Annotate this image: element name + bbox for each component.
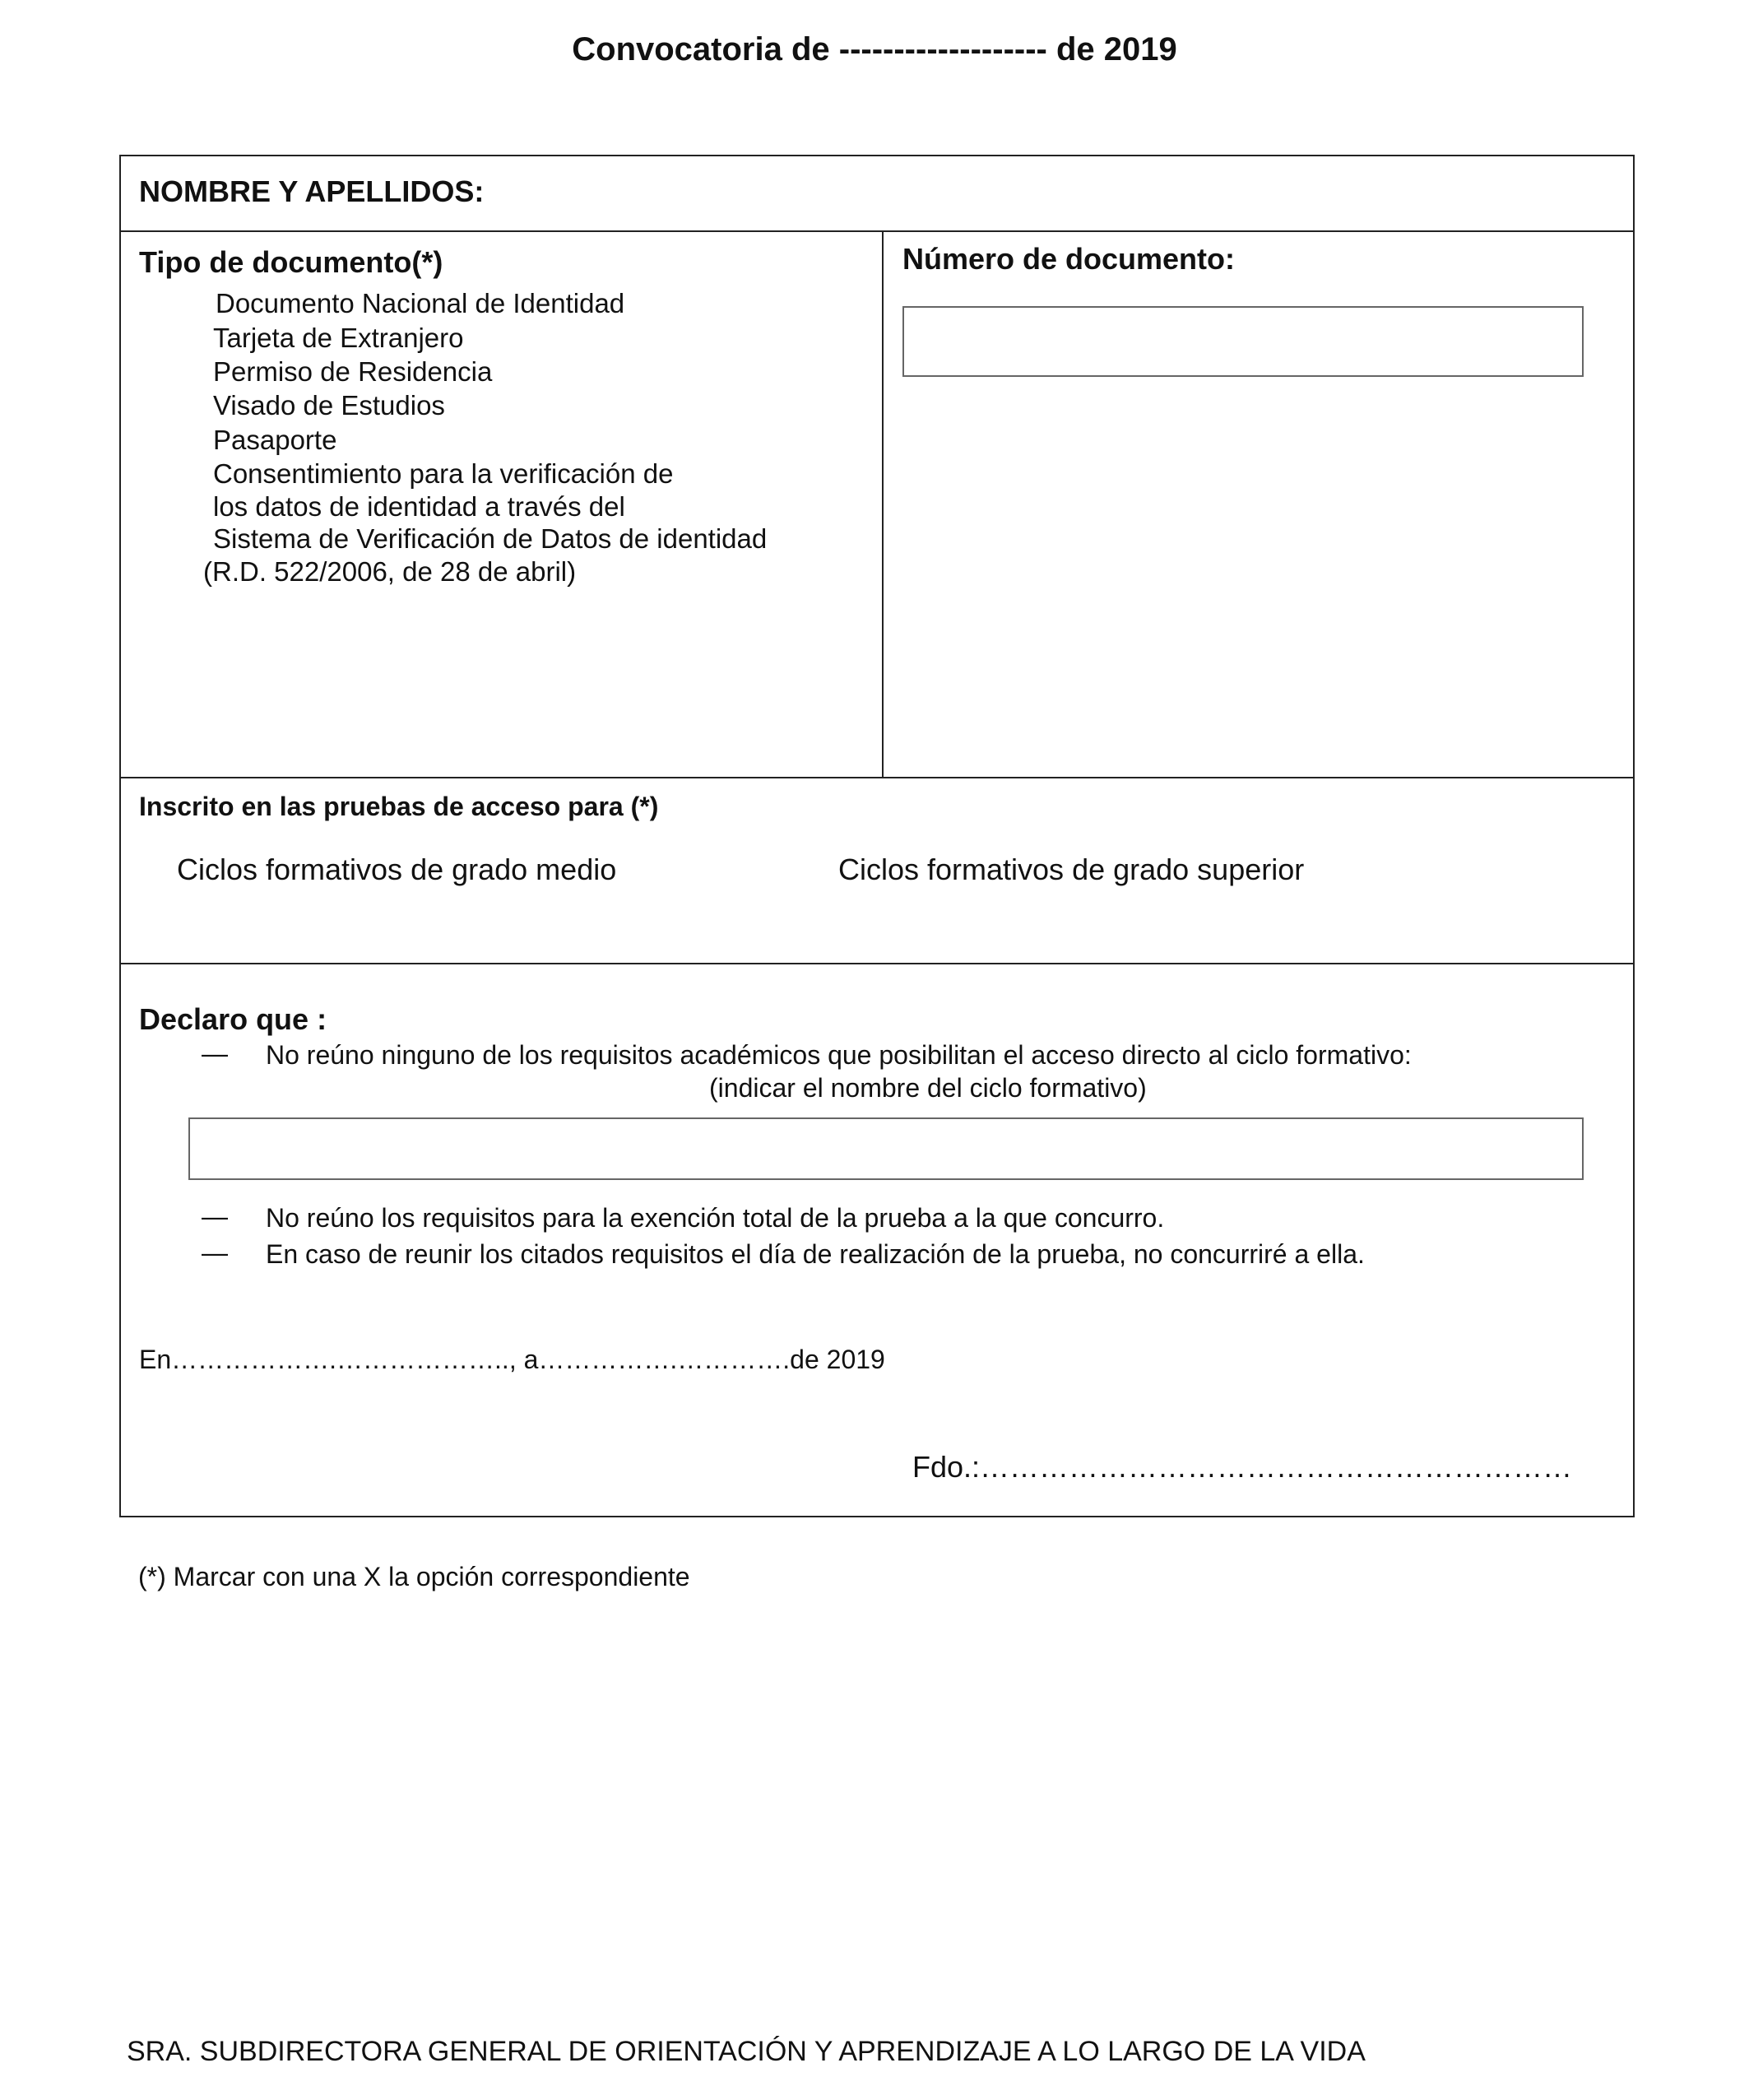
addressee: SRA. SUBDIRECTORA GENERAL DE ORIENTACIÓN Y APRENDIZAJE A LO LARGO DE LA VIDA — [127, 2036, 1366, 2067]
consent-text-line: Sistema de Verificación de Datos de identidad — [213, 523, 768, 554]
doc-option-visado-estudios[interactable]: Visado de Estudios — [213, 390, 445, 420]
column-divider — [882, 230, 884, 777]
divider — [121, 230, 1633, 232]
divider — [121, 777, 1633, 778]
doc-option-permiso-residencia[interactable]: Permiso de Residencia — [213, 356, 493, 387]
name-label: NOMBRE Y APELLIDOS: — [139, 174, 485, 208]
dash-bullet: — — [202, 1238, 228, 1267]
signature-line[interactable]: Fdo.:…………………………………………………… — [912, 1450, 1573, 1484]
dash-bullet: — — [202, 1201, 228, 1231]
doc-option-pasaporte[interactable]: Pasaporte — [213, 425, 337, 455]
doc-number-input[interactable] — [902, 306, 1584, 377]
declaration-item-2[interactable]: No reúno los requisitos para la exención total de la prueba a la que concurro. — [266, 1203, 1165, 1233]
option-grado-medio[interactable]: Ciclos formativos de grado medio — [177, 853, 617, 886]
declaration-item-3[interactable]: En caso de reunir los citados requisitos el día de realización de la prueba, no concurriré a ella. — [266, 1239, 1365, 1269]
doc-option-tarjeta-extranjero[interactable]: Tarjeta de Extranjero — [213, 323, 464, 353]
option-grado-superior[interactable]: Ciclos formativos de grado superior — [838, 853, 1305, 886]
declaration-label: Declaro que : — [139, 1002, 327, 1036]
footnote: (*) Marcar con una X la opción correspondiente — [138, 1562, 690, 1591]
page-title: Convocatoria de ------------------- de 2019 — [572, 31, 1177, 67]
doc-option-consent[interactable]: Consentimiento para la verificación de — [213, 458, 674, 489]
consent-text-line: (R.D. 522/2006, de 28 de abril) — [203, 556, 577, 587]
consent-text-line: los datos de identidad a través del — [213, 491, 625, 522]
cycle-name-input[interactable] — [188, 1117, 1584, 1180]
place-date-line[interactable]: En……………….……………….., a…………….………….de 2019 — [139, 1345, 885, 1374]
doc-option-dni[interactable]: Documento Nacional de Identidad — [216, 288, 625, 318]
doc-number-label: Número de documento: — [902, 242, 1236, 276]
declaration-item-1-hint: (indicar el nombre del ciclo formativo) — [709, 1073, 1147, 1103]
application-form — [119, 155, 1635, 1517]
dash-bullet: — — [202, 1038, 228, 1068]
declaration-item-1[interactable]: No reúno ninguno de los requisitos académicos que posibilitan el acceso directo al ciclo formativo: — [266, 1040, 1412, 1070]
inscription-label: Inscrito en las pruebas de acceso para (*) — [139, 792, 659, 821]
doc-type-label: Tipo de documento(*) — [139, 245, 443, 279]
divider — [121, 963, 1633, 964]
